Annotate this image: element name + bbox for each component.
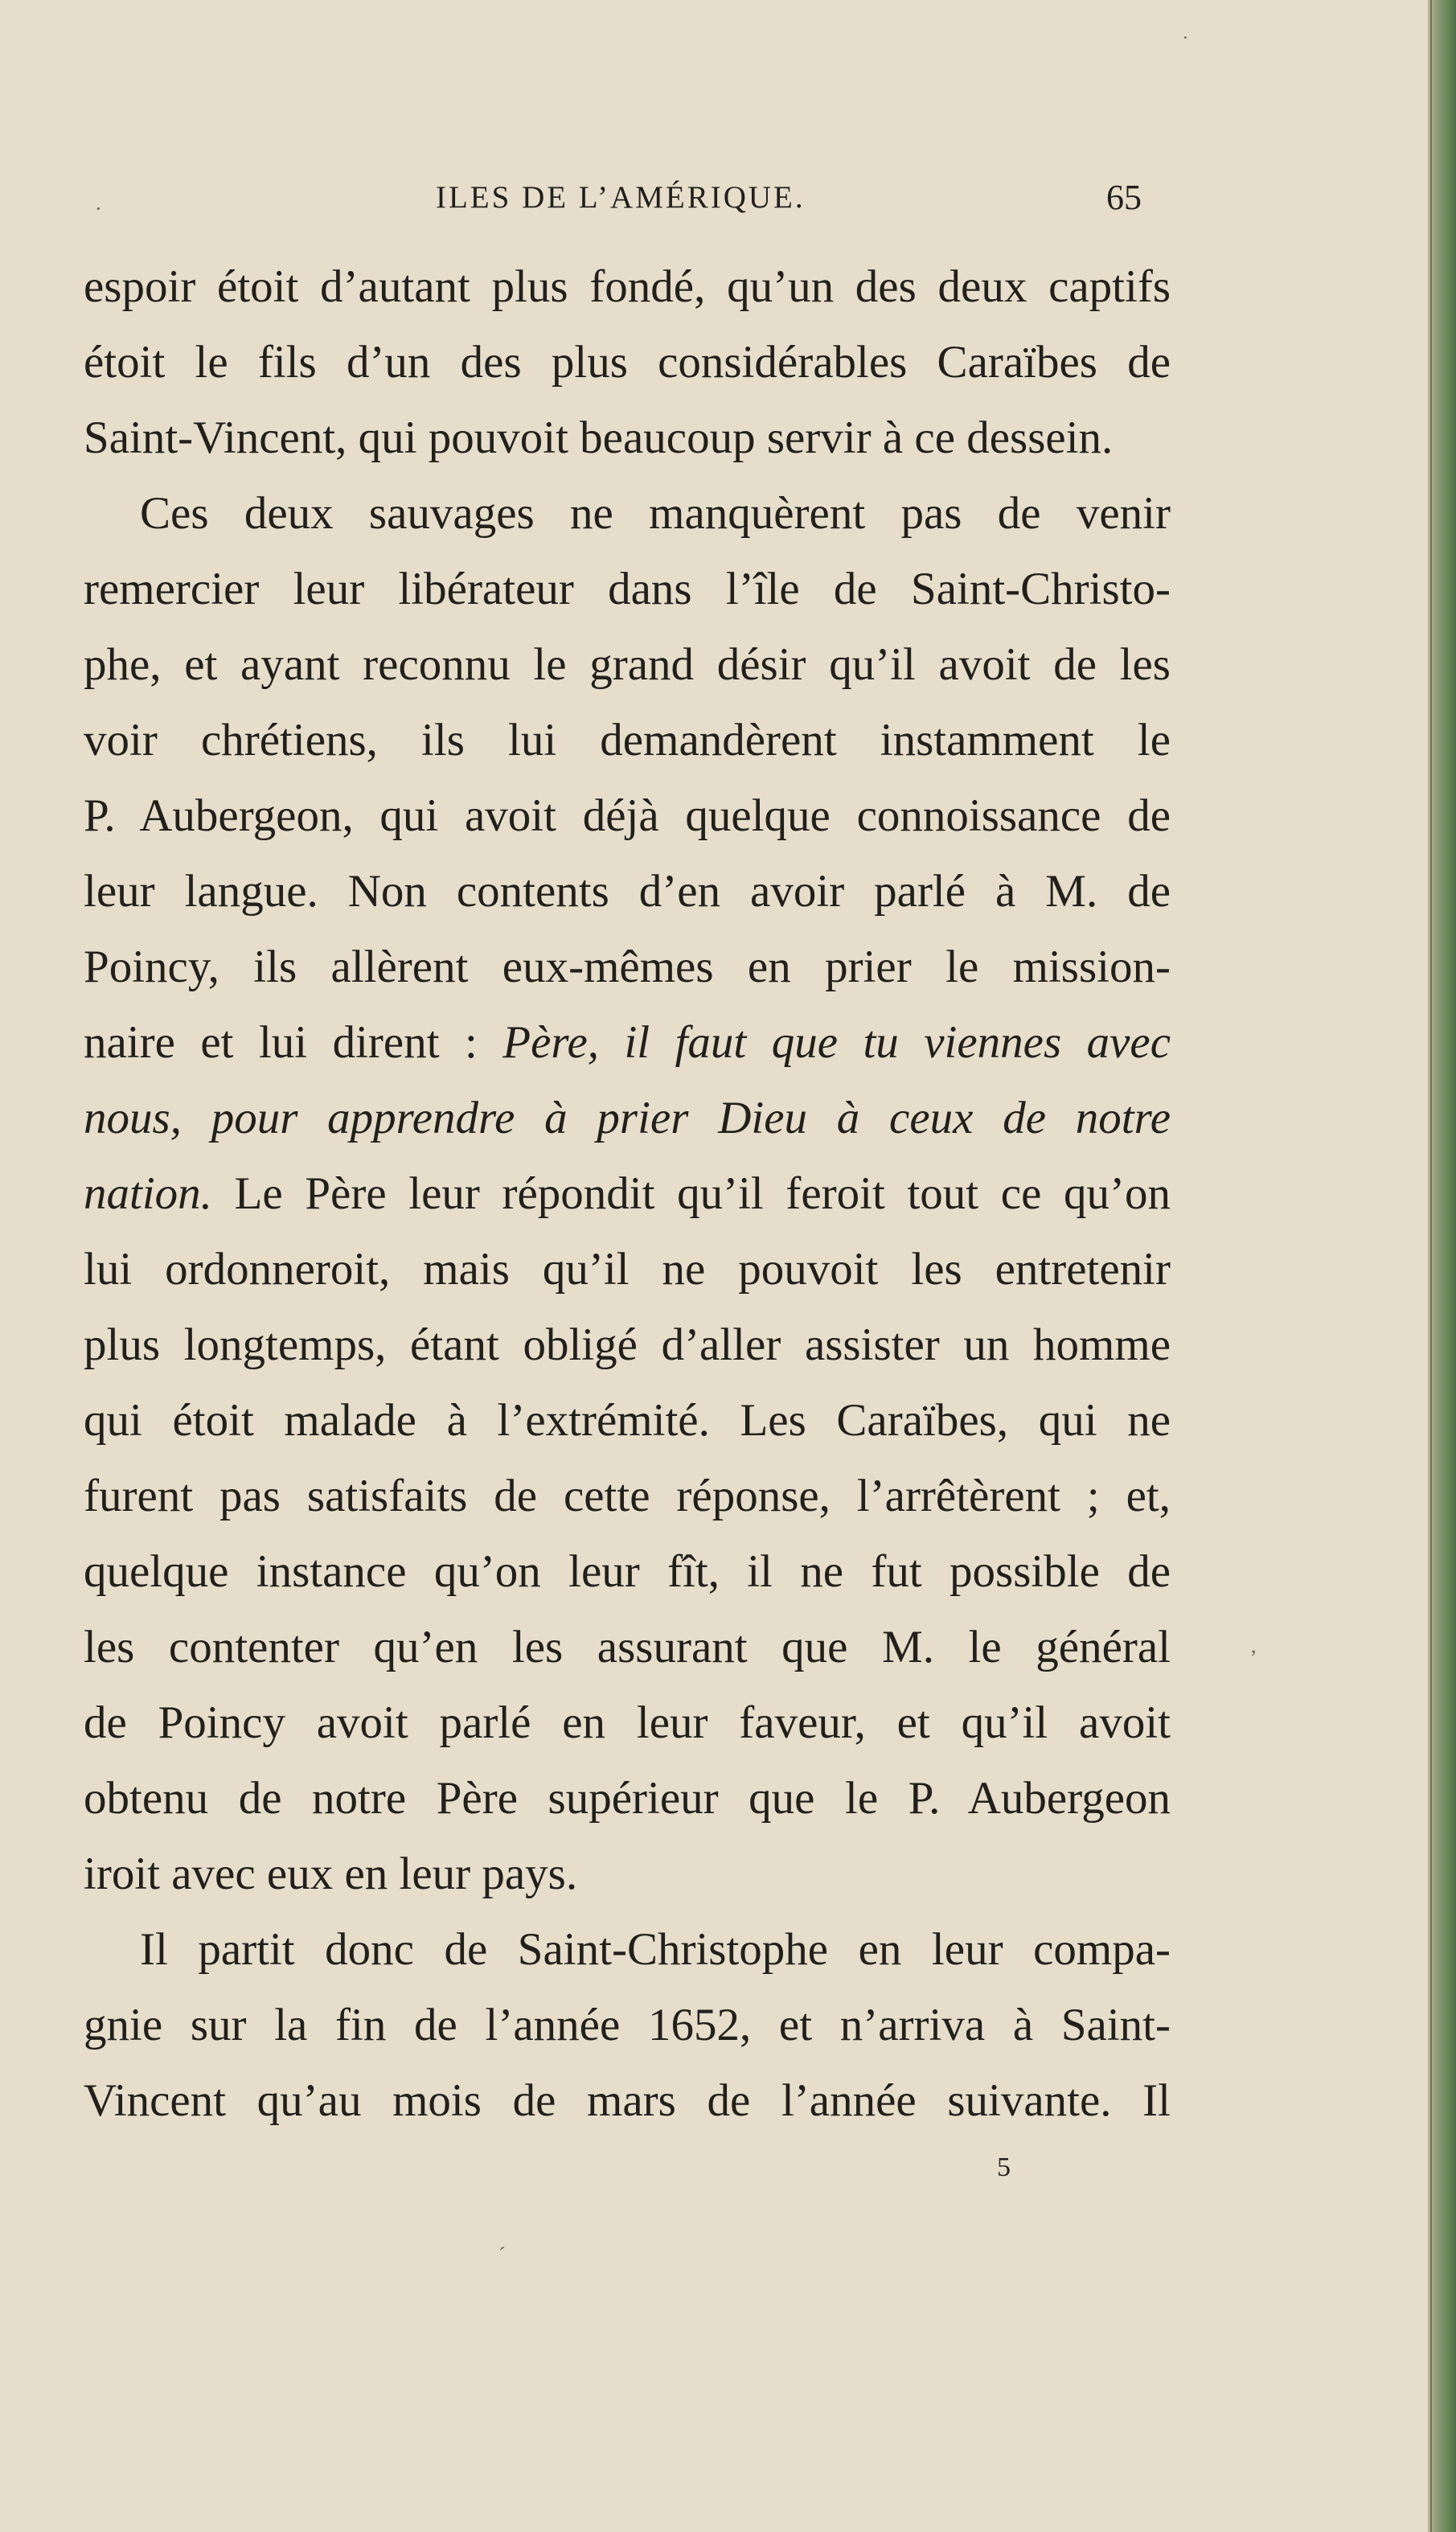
page-number: 65 (1106, 178, 1142, 217)
text-line: Saint-Vincent, qui pouvoit beaucoup servir à ce dessein. (84, 412, 1114, 463)
text-line: voir chrétiens, ils lui demandèrent instamment le (84, 715, 1171, 765)
text-line: quelque instance qu’on leur fît, il ne fut possible de (84, 1546, 1171, 1597)
text-line: remercier leur libérateur dans l’île de Saint-Christo- (84, 564, 1171, 614)
text-line: leur langue. Non contents d’en avoir parlé à M. de (84, 866, 1171, 917)
text-line: lui ordonneroit, mais qu’il ne pouvoit les entretenir (84, 1244, 1171, 1295)
text-line: gnie sur la fin de l’année 1652, et n’arriva à Saint- (84, 2000, 1171, 2050)
line-text: Le Père leur répondit qu’il feroit tout ce qu’on (211, 1168, 1171, 1219)
text-line-with-quote (84, 1166, 1171, 1241)
text-line: P. Aubergeon, qui avoit déjà quelque connoissance de (84, 790, 1171, 841)
text-line: Vincent qu’au mois de mars de l’année suivante. Il (84, 2075, 1171, 2126)
paper-speck: ˙ (1182, 32, 1189, 55)
text-line-with-quote (84, 1015, 1171, 1090)
paper-speck: , (1251, 1634, 1257, 1657)
signature-mark: 5 (997, 2152, 1011, 2182)
text-line: phe, et ayant reconnu le grand désir qu’il avoit de les (84, 639, 1171, 690)
text-line: de Poincy avoit parlé en leur faveur, et qu’il avoit (84, 1697, 1171, 1748)
quoted-speech: nation. (84, 1168, 212, 1219)
text-line: les contenter qu’en les assurant que M. le général (84, 1622, 1171, 1672)
text-line: espoir étoit d’autant plus fondé, qu’un des deux captifs (84, 261, 1171, 312)
quoted-speech: nous, pour apprendre à prier Dieu à ceux de notre (84, 1093, 1171, 1143)
text-line: qui étoit malade à l’extrémité. Les Caraïbes, qui ne (84, 1395, 1171, 1446)
text-line: étoit le fils d’un des plus considérables Caraïbes de (84, 337, 1171, 388)
text-line: plus longtemps, étant obligé d’aller assister un homme (84, 1319, 1171, 1370)
text-line: obtenu de notre Père supérieur que le P. Aubergeon (84, 1773, 1171, 1824)
quoted-speech: Père, il faut que tu viennes avec (502, 1017, 1171, 1068)
text-line: iroit avec eux en leur pays. (84, 1849, 578, 1899)
page-header (0, 174, 1428, 222)
spine-gutter-line (1430, 0, 1432, 2532)
paragraph-start-line: Ces deux sauvages ne manquèrent pas de venir (140, 488, 1171, 539)
book-spine-edge (1428, 0, 1456, 2532)
paragraph-start-line: Il partit donc de Saint-Christophe en leur compa- (140, 1924, 1171, 1975)
line-text: naire et lui dirent : (84, 1017, 503, 1068)
text-line-quote (84, 1090, 1171, 1166)
running-head: ILES DE L’AMÉRIQUE. (436, 180, 806, 215)
paper-speck: · (95, 197, 102, 220)
body-text (84, 259, 1171, 2148)
text-line: furent pas satisfaits de cette réponse, l’arrêtèrent ; et, (84, 1471, 1171, 1521)
paper-speck: ´ (498, 2243, 506, 2267)
text-line: Poincy, ils allèrent eux-mêmes en prier le mission- (84, 942, 1171, 992)
